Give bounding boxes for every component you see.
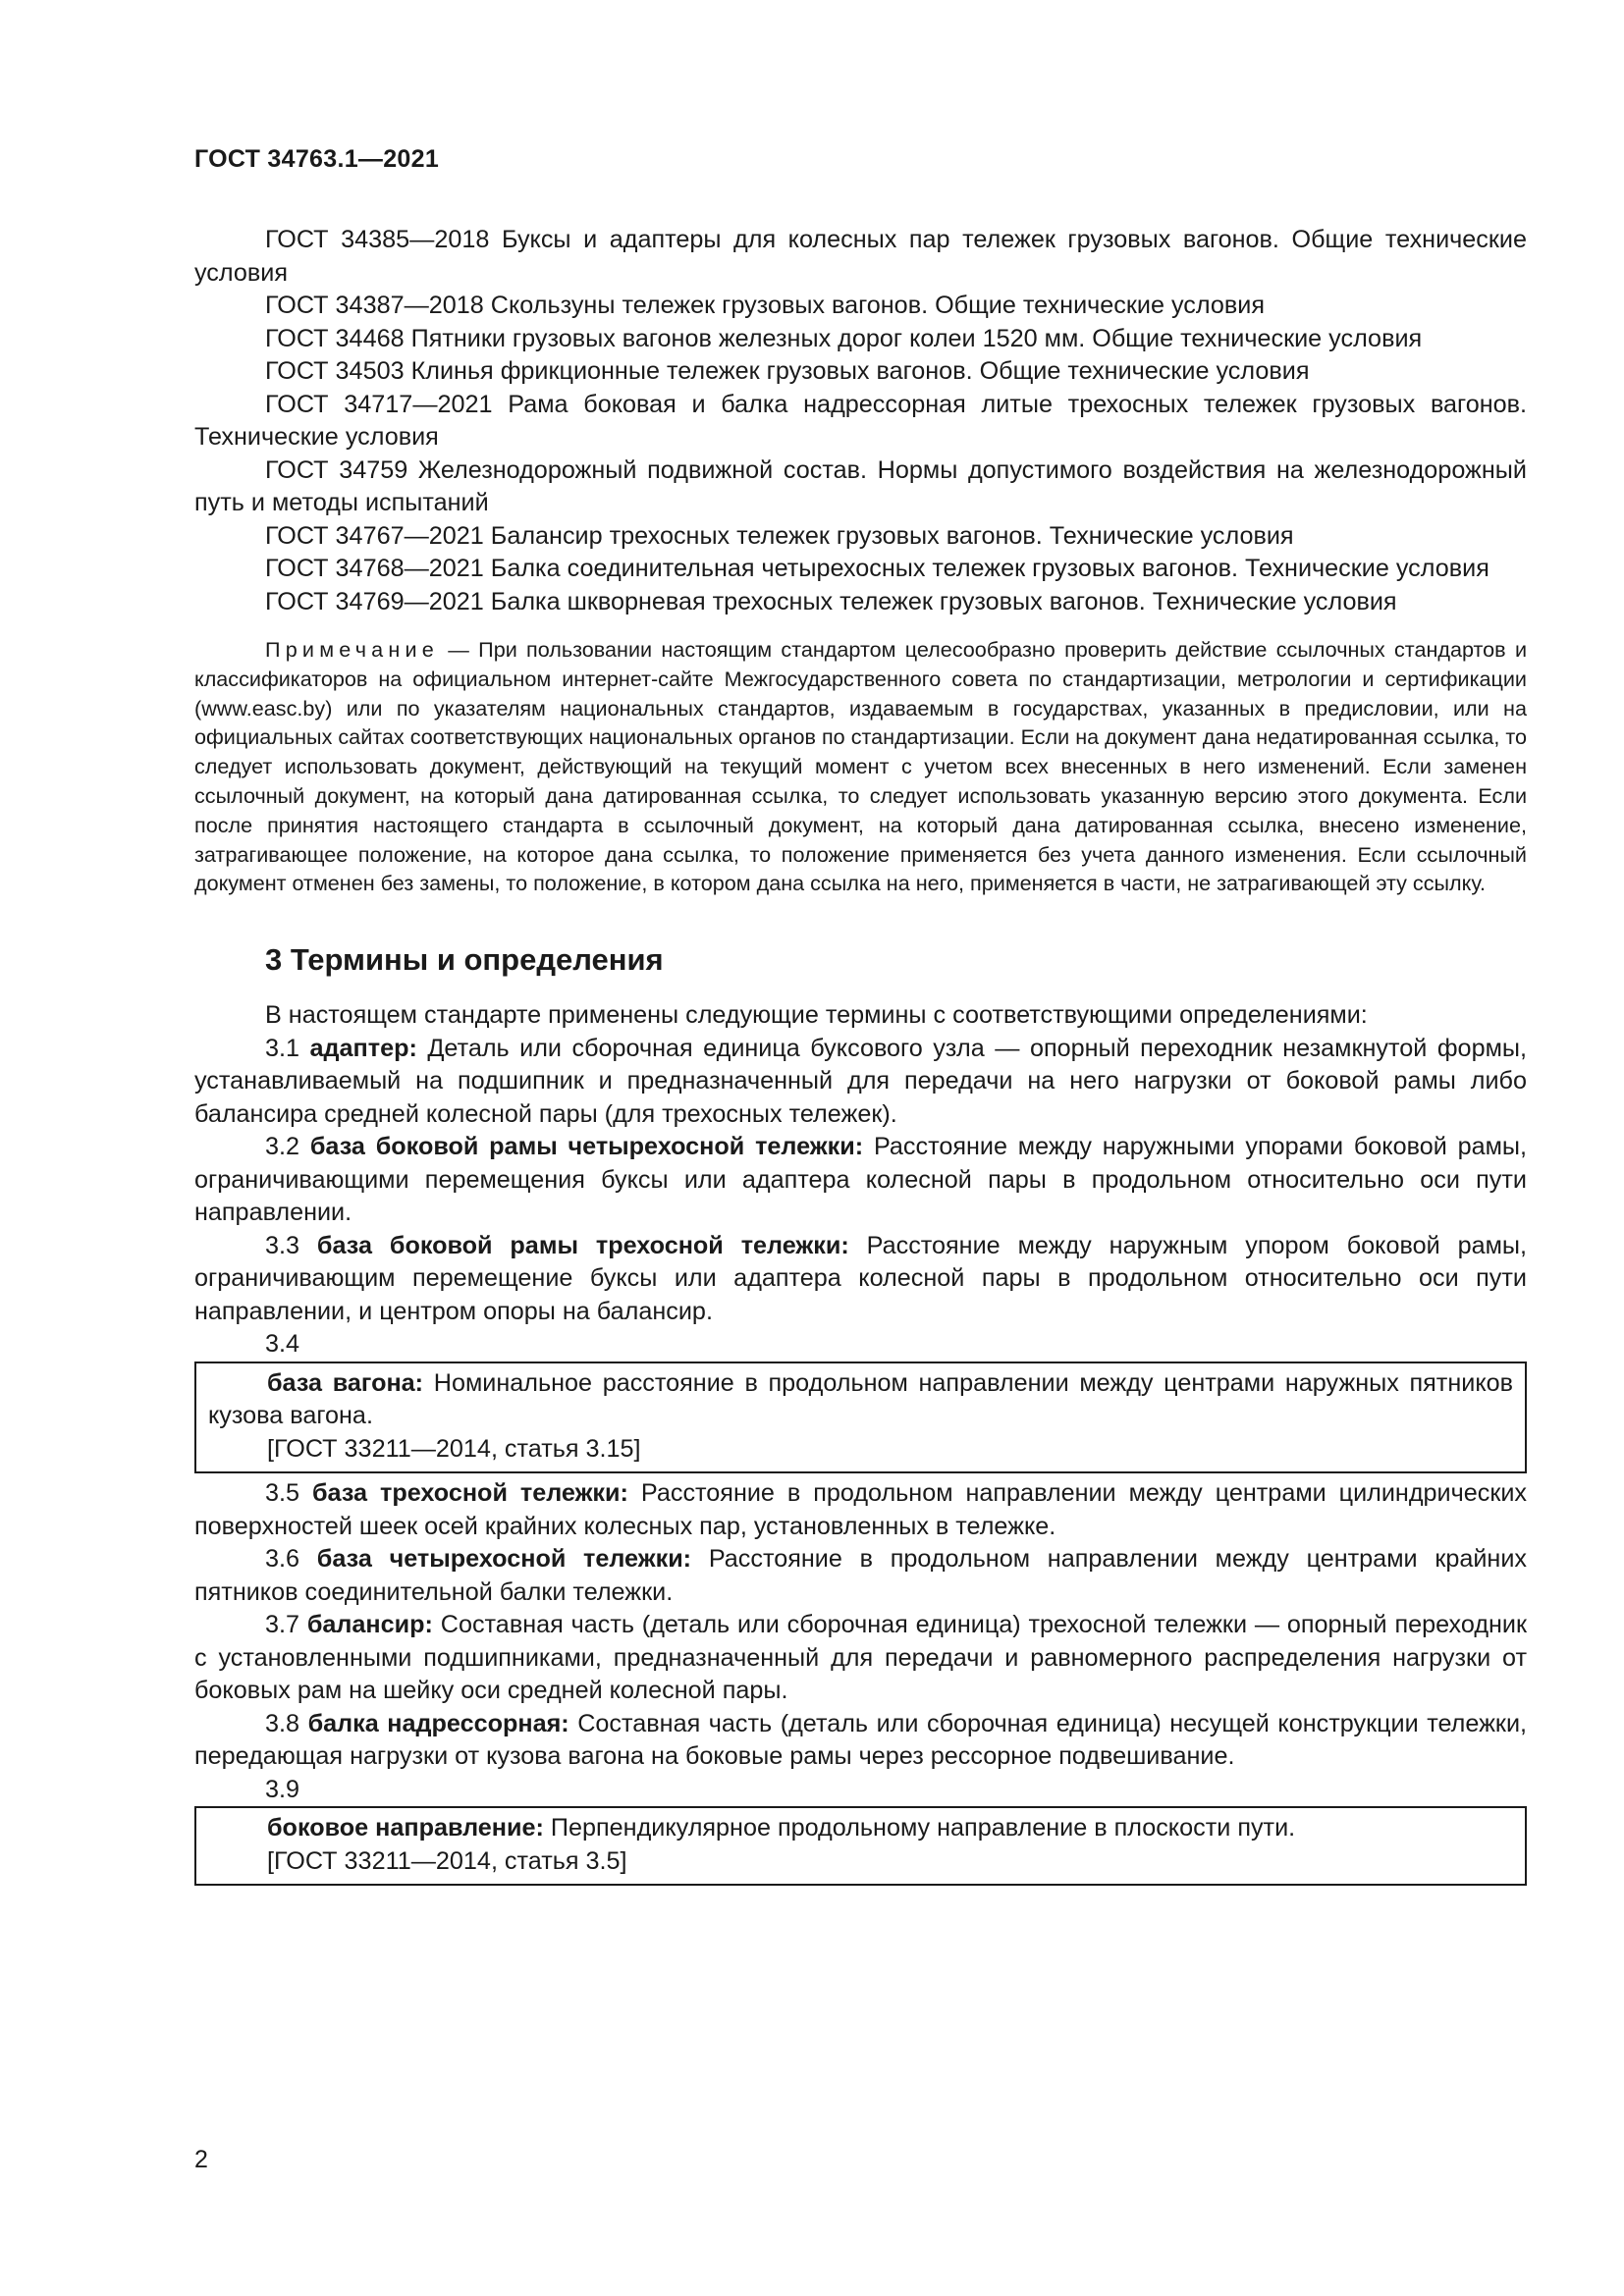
term-number: 3.5	[265, 1479, 300, 1508]
term-definition: Расстояние между наружными упорами боковой рамы, ограничивающими перемещения буксы или адаптера колесной пары в продольном относительно оси пути направлении.	[194, 1133, 1528, 1227]
reference-item: ГОСТ 34768—2021 Балка соединительная четырехосных тележек грузовых вагонов. Технические условия	[265, 555, 1489, 582]
reference-item: ГОСТ 34769—2021 Балка шкворневая трехосных тележек грузовых вагонов. Технические условия	[265, 587, 1397, 615]
note-label: Примечание	[265, 637, 439, 662]
term-name: база боковой рамы четырехосной тележки:	[309, 1133, 864, 1161]
reference-item: ГОСТ 34503 Клинья фрикционные тележек грузовых вагонов. Общие технические условия	[265, 357, 1310, 385]
term-name: база боковой рамы трехосной тележки:	[316, 1231, 849, 1259]
term-definition: Составная часть (деталь или сборочная единица) несущей конструкции тележки, передающая нагрузки от кузова вагона на боковые рамы через рессорное подвешивание.	[194, 1709, 1528, 1771]
term-number: 3.1	[265, 1034, 300, 1062]
term-definition: Деталь или сборочная единица буксового узла — опорный переходник незамкнутой формы, устанавливаемый на подшипник и предназначенный для передачи на него нагрузки от боковой рамы либо балансира средней колесной пары (для трехосных тележек).	[194, 1034, 1527, 1128]
term-name: база четырехосной тележки:	[316, 1545, 692, 1574]
term-name: балансир:	[306, 1611, 433, 1639]
term-entry	[208, 1367, 1513, 1433]
document-header: ГОСТ 34763.1—2021	[194, 145, 440, 173]
reference-item: ГОСТ 34759 Железнодорожный подвижной состав. Нормы допустимого воздействия на железнодорожный путь и методы испытаний	[194, 455, 1527, 516]
term-definition: Номинальное расстояние в продольном направлении между центрами наружных пятников кузова вагона.	[208, 1368, 1514, 1430]
term-definition: Перпендикулярное продольному направление в плоскости пути.	[550, 1814, 1296, 1842]
section-intro: В настоящем стандарте применены следующие термины с соответствующими определениями:	[265, 1001, 1368, 1030]
term-definition: Расстояние в продольном направлении между центрами крайних пятников соединительной балки тележки.	[194, 1545, 1527, 1606]
term-name: база вагона:	[267, 1368, 424, 1397]
term-entry	[194, 1708, 1527, 1774]
term-source-reference: [ГОСТ 33211—2014, статья 3.15]	[267, 1434, 641, 1463]
page-number: 2	[194, 2146, 208, 2173]
term-number: 3.8	[265, 1709, 300, 1737]
term-name: боковое направление:	[267, 1814, 544, 1842]
quoted-term-box	[194, 1806, 1527, 1886]
term-definition: Расстояние между наружным упором боковой рамы, ограничивающим перемещение буксы или адаптера колесной пары в продольном относительно оси пути направлении, и центром опоры на балансир.	[194, 1231, 1527, 1325]
term-entry	[194, 1230, 1527, 1329]
term-definition: Составная часть (деталь или сборочная единица) трехосной тележки — опорный переходник с установленными подшипниками, предназначенный для передачи и равномерного распределения нагрузки от боковых рам на шейку оси средней колесной пары.	[194, 1611, 1528, 1705]
term-entry	[194, 1609, 1527, 1708]
term-entry	[194, 1131, 1527, 1230]
term-number: 3.7	[265, 1611, 300, 1639]
term-number: 3.6	[265, 1545, 300, 1574]
term-name: база трехосной тележки:	[311, 1479, 628, 1508]
term-definition: Расстояние в продольном направлении между центрами цилиндрических поверхностей шеек осей крайних колесных пар, установленных в тележке.	[194, 1479, 1528, 1540]
term-entry	[194, 1543, 1527, 1609]
term-entry	[194, 1477, 1527, 1543]
term-number: 3.9	[265, 1775, 300, 1803]
term-entry	[208, 1812, 1513, 1845]
references-note	[194, 635, 1527, 898]
section-title: 3 Термины и определения	[265, 942, 664, 978]
reference-item: ГОСТ 34387—2018 Скользуны тележек грузовых вагонов. Общие технические условия	[265, 292, 1265, 319]
term-entry	[194, 1033, 1527, 1132]
reference-item: ГОСТ 34468 Пятники грузовых вагонов железных дорог колеи 1520 мм. Общие технические условия	[265, 324, 1423, 352]
term-name: балка надрессорная:	[307, 1709, 569, 1737]
term-name: адаптер:	[309, 1034, 417, 1062]
reference-item: ГОСТ 34717—2021 Рама боковая и балка надрессорная литые трехосных тележек грузовых вагонов. Технические условия	[194, 390, 1527, 451]
term-number: 3.2	[265, 1133, 300, 1161]
term-number: 3.3	[265, 1231, 300, 1259]
normative-references-list	[194, 224, 1527, 618]
term-source-reference: [ГОСТ 33211—2014, статья 3.5]	[267, 1846, 627, 1875]
reference-item: ГОСТ 34385—2018 Буксы и адаптеры для колесных пар тележек грузовых вагонов. Общие технические условия	[194, 226, 1527, 287]
term-number: 3.4	[265, 1330, 300, 1359]
note-text: — При пользовании настоящим стандартом целесообразно проверить действие ссылочных стандартов и классификаторов на официальном интернет-сайте Межгосударственного совета по стандартизации, метрологии и сертификации (www.easc.by) или по указателям национальных стандартов, издаваемым в государствах, указанных в предисловии, или на официальных сайтах соответствующих национальных органов по стандартизации. Если на документ дана недатированная ссылка, то следует использовать документ, действующий на текущий момент с учетом всех внесенных в него изменений. Если заменен ссылочный документ, на который дана датированная ссылка, то следует использовать указанную версию этого документа. Если после принятия настоящего стандарта в ссылочный документ, на который дана датированная ссылка, внесено изменение, затрагивающее положение, на которое дана ссылка, то положение применяется без учета данного изменения. Если ссылочный документ отменен без замены, то положение, в котором дана ссылка на него, применяется в части, не затрагивающей эту ссылку.	[194, 637, 1528, 896]
reference-item: ГОСТ 34767—2021 Балансир трехосных тележек грузовых вагонов. Технические условия	[265, 521, 1294, 550]
page-content	[194, 224, 1527, 1890]
quoted-term-box	[194, 1362, 1527, 1474]
